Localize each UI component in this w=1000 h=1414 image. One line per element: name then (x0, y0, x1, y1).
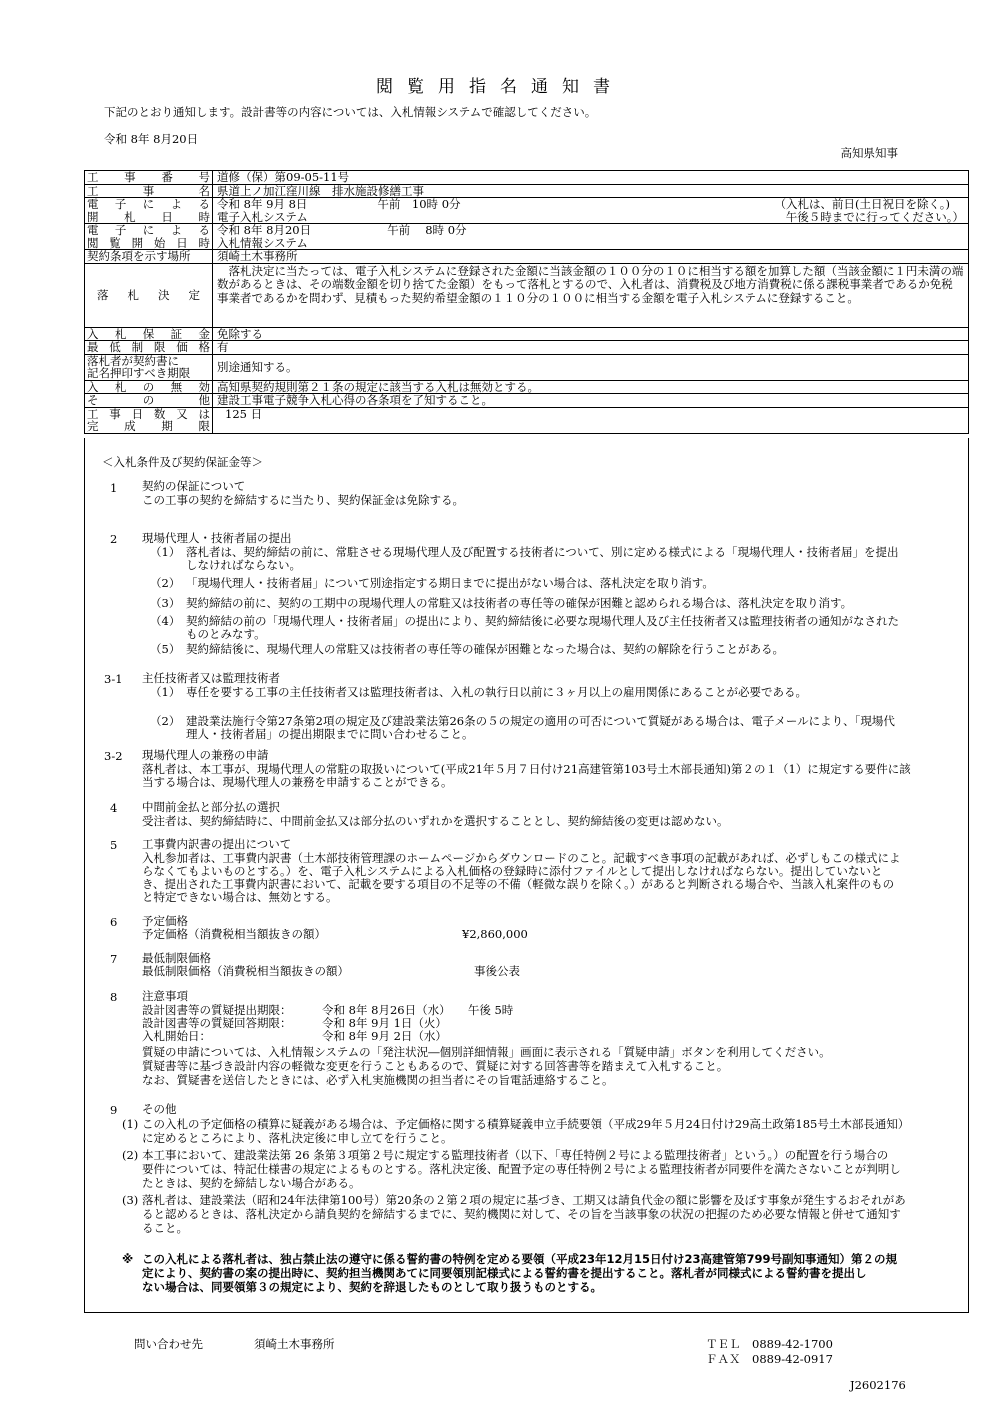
s9-item-2-l2: 要件については、特記仕様書の規定によるものとする。落札決定後、配置予定の専任特例２号による監理技術者が同要件を満たさないことが判明し (142, 1162, 901, 1176)
value-etsuran-date: 令和 8年 8月20日 (217, 223, 312, 237)
conditions-heading: ＜入札条件及び契約保証金等＞ (102, 455, 263, 469)
s5-l1: 入札参加者は、工事費内訳書（土木部技術管理課のホームページからダウンロードのこと。記載すべき事項の記載があれば、必ずしもこの様式によ (142, 851, 901, 865)
value-kaisatsu-date: 令和 8年 9月 8日 (217, 197, 308, 211)
s8-r2-label: 設計図書等の質疑回答期限： (142, 1016, 292, 1030)
contact-office: 須崎土木事務所 (254, 1337, 335, 1351)
s9-item-1-l1: この入札の予定価格の積算に疑義がある場合は、予定価格に関する積算疑義申立手続要領（平成29年５月24日付け29高土政第185号土木部長通知） (142, 1117, 910, 1131)
note-mark: ※ (122, 1252, 134, 1266)
s31-item-2-l1: 建設業法施行令第27条第2項の規定及び建設業法第26条の５の規定の適用の可否について質疑がある場合は、電子メールにより、「現場代 (186, 714, 895, 728)
value-kaisatsu-note1: （入札は、前日(土日祝日を除く。) (774, 197, 950, 211)
label-kaisatsu-b: 開 札 日 時 (87, 209, 210, 224)
document-title: 閲覧用指名通知書 (376, 77, 624, 97)
s9-item-3-l2: ると認めるときは、落札決定から請負契約を締結するまでに、契約機関に対して、その旨を当該事象の状況の把握のため必要な情報と併せて通知す (142, 1207, 901, 1221)
label-mukou: 入 札 の 無 効 (87, 379, 210, 394)
s1-body: この工事の契約を締結するに当たり、契約保証金は免除する。 (142, 493, 464, 507)
label-nissu-b: 完 成 期 限 (87, 419, 210, 433)
value-kaisatsu-note2: 午後５時までに行ってください。） (785, 209, 964, 224)
label-koji-bango: 工 事 番 号 (87, 170, 210, 184)
value-hosho: 免除する (213, 327, 969, 341)
s6-value: ¥2,860,000 (462, 927, 528, 941)
value-nissu: 125 日 (213, 407, 969, 433)
s2-item-3-l1: 契約締結の前に、契約の工期中の現場代理人の常駐又は技術者の専任等の確保が困難と認められる場合は、落札決定を取り消す。 (186, 596, 853, 610)
s2-item-5-l1: 契約締結後に、現場代理人の常駐又は技術者の専任等の確保が困難となった場合は、契約の解除を行うことがある。 (186, 642, 784, 656)
s6-title: 予定価格 (142, 914, 188, 928)
s8-r1-label: 設計図書等の質疑提出期限： (142, 1003, 292, 1017)
s8-r2-value: 令和 8年 9月 1日（火） (322, 1016, 447, 1030)
label-sonota: そ の 他 (87, 393, 210, 407)
value-kimei: 別途通知する。 (213, 354, 969, 380)
s2-num: 2 (110, 532, 118, 546)
s8-r3-label: 入札開始日： (142, 1029, 211, 1043)
s2-item-3-num: （3） (150, 596, 181, 610)
s32-l1: 落札者は、本工事が、現場代理人の常駐の取扱いについて(平成21年５月７日付け21高建管第103号土木部長通知)第２の１（1）に規定する要件に該 (142, 762, 911, 776)
note-l3: ない場合は、同要領第３の規定により、契約を辞退したものとして取り扱うものとする。 (142, 1280, 602, 1294)
intro-text: 下記のとおり通知します。設計書等の内容については、入札情報システムで確認してください。 (104, 105, 597, 119)
s9-item-2-l1: 本工事において、建設業法第 26 条第３項第２号に規定する監理技術者（以下、「専任特例２号による監理技術者」という。）の配置を行う場合の (142, 1148, 889, 1162)
label-rakusatsu: 落 札 決 定 (97, 287, 200, 302)
document-code: J2602176 (850, 1378, 906, 1392)
s9-item-1-num: (1) (122, 1117, 139, 1131)
s5-l4: と特定できない場合は、無効とする。 (142, 890, 338, 904)
s5-l3: き、提出された工事費内訳書において、記載を要する項目の不足等の不備（軽微な誤りを除く。）があると判断される場合や、当該入札案件のもの (142, 877, 895, 891)
s6-num: 6 (110, 915, 118, 929)
s8-l2: 質疑書等に基づき設計内容の軽微な変更を行うこともあるので、質疑に対する回答書等を踏まえて入札すること。 (142, 1059, 729, 1073)
s9-item-2-l3: たときは、契約を締結しない場合がある。 (142, 1176, 361, 1190)
s32-title: 現場代理人の兼務の申請 (142, 748, 269, 762)
note-l2: 定により、契約書の案の提出時に、契約担当機関あてに同要領別記様式による誓約書を提出すること。落札者が同様式による誓約書を提出し (142, 1266, 867, 1280)
s32-l2: 当する場合は、現場代理人の兼務を申請することができる。 (142, 775, 453, 789)
value-mukou: 高知県契約規則第２１条の規定に該当する入札は無効とする。 (213, 380, 969, 394)
s31-num: 3-1 (104, 672, 123, 686)
issuer: 高知県知事 (840, 146, 898, 160)
issue-date: 令和 8年 8月20日 (104, 132, 199, 146)
value-koji-mei: 県道上ノ加江窪川線 排水施設修繕工事 (213, 184, 969, 198)
s2-item-4-num: （4） (150, 614, 181, 628)
s4-num: 4 (110, 801, 118, 815)
s6-label: 予定価格（消費税相当額抜きの額） (142, 927, 326, 941)
s32-num: 3-2 (104, 749, 123, 763)
label-hosho: 入 札 保 証 金 (87, 326, 210, 341)
notice-table (84, 170, 969, 434)
s31-item-2-l2: 理人・技術者届」の提出期限までに問い合わせること。 (186, 727, 474, 741)
s9-item-2-num: (2) (122, 1148, 139, 1162)
value-kaisatsu-system: 電子入札システム (217, 209, 308, 224)
s9-item-3-l1: 落札者は、建設業法（昭和24年法律第100号）第20条の２第２項の規定に基づき、工期又は請負代金の額に影響を及ぼす事象が発生するおそれがあ (142, 1193, 906, 1207)
label-kimei-a: 落札者が契約書に (87, 353, 179, 368)
s2-item-1-l1: 落札者は、契約締結の前に、常駐させる現場代理人及び配置する技術者について、別に定める様式による「現場代理人・技術者届」を提出 (186, 545, 899, 559)
value-jouko: 須崎土木事務所 (213, 250, 969, 264)
s2-item-2-num: （2） (150, 576, 181, 590)
label-koji-mei: 工 事 名 (87, 183, 210, 198)
value-etsuran-time: 午前 8時 0分 (387, 223, 467, 237)
s9-item-3-num: (3) (122, 1193, 139, 1207)
s5-num: 5 (110, 838, 118, 852)
s31-title: 主任技術者又は監理技術者 (142, 671, 280, 685)
s5-title: 工事費内訳書の提出について (142, 837, 292, 851)
s5-l2: らなくてもよいものとする。）を、電子入札システムによる入札価格の登録時に添付ファイルとして提出しなければならない。提出していないと (142, 864, 883, 878)
s7-value: 事後公表 (474, 964, 520, 978)
s7-label: 最低制限価格（消費税相当額抜きの額） (142, 964, 349, 978)
s2-title: 現場代理人・技術者届の提出 (142, 531, 292, 545)
s8-title: 注意事項 (142, 989, 188, 1003)
s8-l1: 質疑の申請については、入札情報システムの「発注状況―個別詳細情報」画面に表示される「質疑申請」ボタンを利用してください。 (142, 1045, 831, 1059)
label-kaisatsu-a: 電 子 に よ る (87, 197, 210, 211)
s4-title: 中間前金払と部分払の選択 (142, 800, 280, 814)
s31-item-1-l1: 専任を要する工事の主任技術者又は監理技術者は、入札の執行日以前に３ヶ月以上の雇用関係にあることが必要である。 (186, 685, 807, 699)
contact-tel: ＴＥＬ 0889-42-1700 (706, 1337, 833, 1351)
value-etsuran-system: 入札情報システム (217, 235, 308, 250)
s31-item-2-num: （2） (150, 714, 181, 728)
label-etsuran-b: 閲 覧 開 始 日 時 (87, 235, 210, 250)
s7-num: 7 (110, 952, 118, 966)
s9-item-1-l2: に定めるところにより、落札決定後に申し立てを行うこと。 (142, 1131, 453, 1145)
s1-num: 1 (110, 481, 118, 495)
contact-fax: ＦＡＸ 0889-42-0917 (706, 1352, 833, 1366)
s8-l3: なお、質疑書を送信したときには、必ず入札実施機関の担当者にその旨電話連絡すること。 (142, 1073, 614, 1087)
s8-num: 8 (110, 990, 118, 1004)
s7-title: 最低制限価格 (142, 951, 211, 965)
s9-title: その他 (142, 1102, 177, 1116)
value-kaisatsu-time: 午前 10時 0分 (377, 197, 461, 211)
label-etsuran-a: 電 子 に よ る (87, 223, 210, 237)
label-jouko: 契約条項を示す場所 (87, 249, 191, 263)
label-saitei: 最 低 制 限 価 格 (87, 340, 210, 354)
value-sonota: 建設工事電子競争入札心得の各条項を了知すること。 (213, 394, 969, 408)
s9-num: 9 (110, 1103, 118, 1117)
label-nissu-a: 工 事 日 数 又 は (87, 406, 210, 421)
label-kimei-b: 記名押印すべき期限 (87, 366, 191, 380)
note-l1: この入札による落札者は、独占禁止法の遵守に係る誓約書の特例を定める要領（平成23年12月15日付け23高建管第799号副知事通知）第２の規 (142, 1252, 898, 1266)
s31-item-1-num: （1） (150, 685, 181, 699)
s1-title: 契約の保証について (142, 479, 246, 493)
s2-item-4-l2: ものとみなす。 (186, 627, 266, 641)
s9-item-3-l3: ること。 (142, 1221, 188, 1235)
s2-item-1-num: （1） (150, 545, 181, 559)
s2-item-4-l1: 契約締結の前の「現場代理人・技術者届」の提出により、契約締結後に必要な現場代理人及び主任技術者又は監理技術者の通知がなされた (186, 614, 899, 628)
s2-item-5-num: （5） (150, 642, 181, 656)
s4-body: 受注者は、契約締結時に、中間前金払又は部分払のいずれかを選択することとし、契約締結後の変更は認めない。 (142, 814, 729, 828)
contact-label: 問い合わせ先 (134, 1337, 203, 1351)
s2-item-1-l2: しなければならない。 (186, 558, 301, 572)
value-saitei: 有 (213, 341, 969, 355)
value-rakusatsu: 落札決定に当たっては、電子入札システムに登録された金額に当該金額の１００分の１０に相当する額を加算した額（当該金額に１円未満の端数があるときは、その端数金額を切り捨てた金額）をもって落札とするので、入札者は、消費税及び地方消費税に係る課税事業者であるか免税事業者であるかを問わず、見積もった契約希望金額の１１０分の１００に相当する金額を電子入札システムに登録すること。 (213, 263, 969, 327)
s8-r1-value: 令和 8年 8月26日（水） 午後 5時 (322, 1003, 514, 1017)
value-koji-bango: 道修（保）第09-05-11号 (213, 171, 969, 185)
s8-r3-value: 令和 8年 9月 2日（水） (322, 1029, 447, 1043)
s2-item-2-l1: 「現場代理人・技術者届」について別途指定する期日までに提出がない場合は、落札決定を取り消す。 (186, 576, 714, 590)
